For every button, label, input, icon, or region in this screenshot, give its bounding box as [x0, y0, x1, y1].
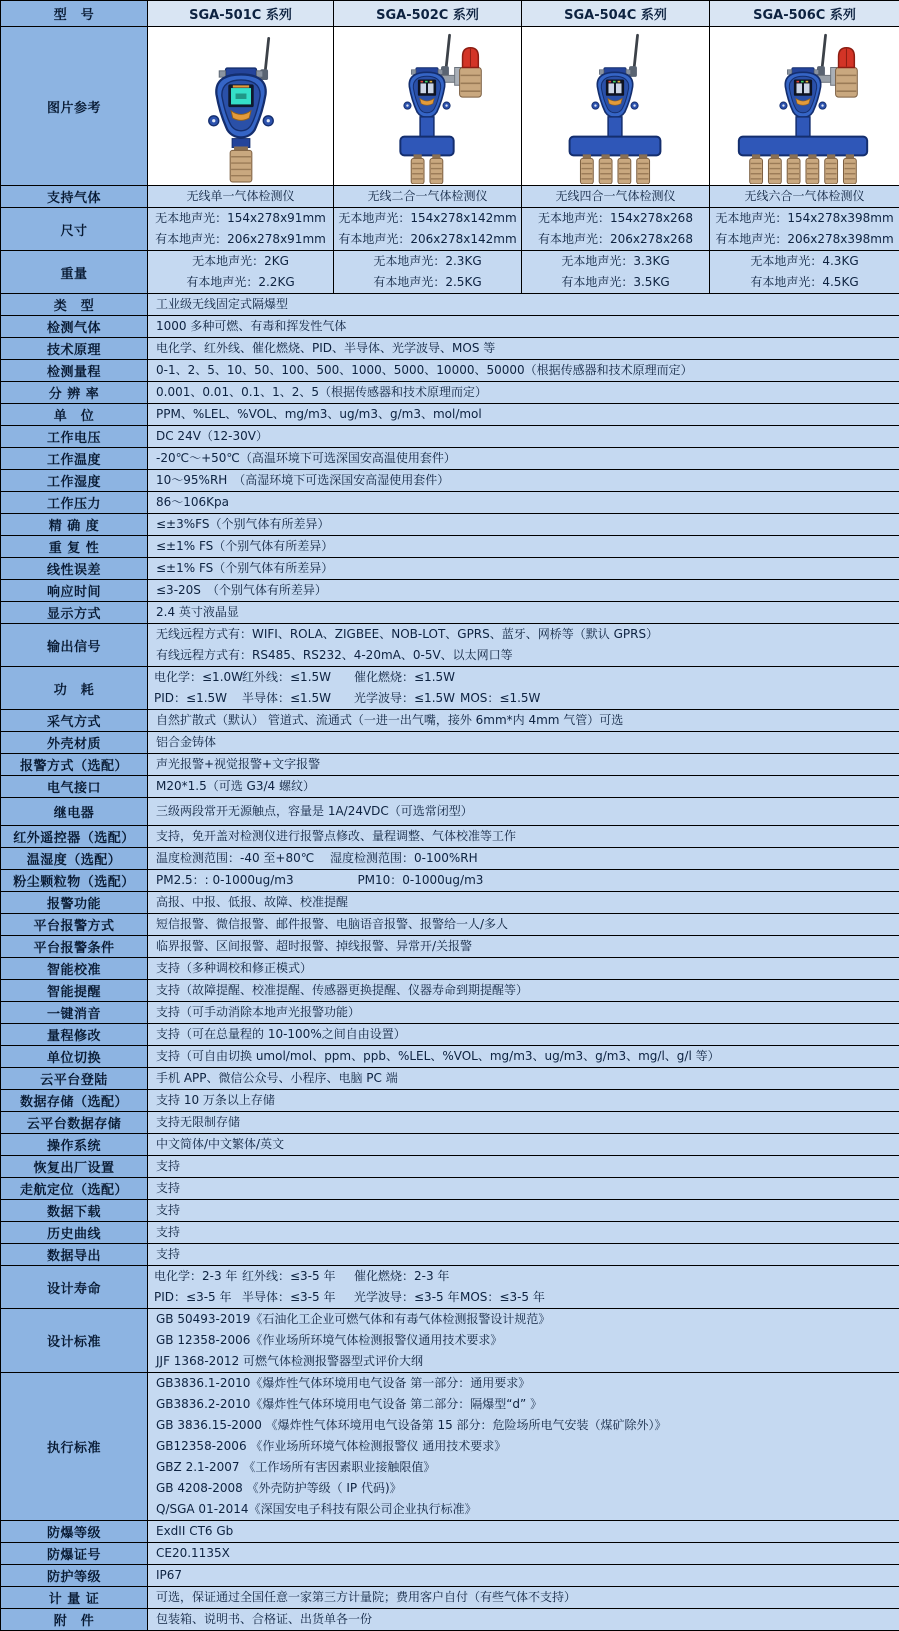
- header-row: [1, 1, 899, 27]
- spec-value-item: 电化学：2-3 年: [154, 1266, 242, 1287]
- gas-sensor-icon: [825, 154, 838, 184]
- spec-value-line: [154, 667, 895, 688]
- gas-sensor-icon: [843, 154, 856, 184]
- spec-row-label: 一键消音: [1, 1002, 148, 1024]
- spec-row: [1, 1200, 899, 1222]
- spec-value-item: [460, 667, 895, 688]
- spec-row-label: 线性误差: [1, 558, 148, 580]
- spec-cell-line: 有本地声光：2.2KG: [148, 272, 333, 293]
- spec-cell: [148, 208, 334, 251]
- spec-row-label: 防护等级: [1, 1565, 148, 1587]
- spec-row-label: 执行标准: [1, 1373, 148, 1521]
- spec-row: [1, 1068, 899, 1090]
- spec-value: 温度检测范围：-40 至+80℃ 湿度检测范围：0-100%RH: [148, 848, 899, 870]
- spec-row-label: 重量: [1, 251, 148, 294]
- spec-row: [1, 1024, 899, 1046]
- spec-row: [1, 892, 899, 914]
- spec-row-label: 走航定位（选配）: [1, 1178, 148, 1200]
- spec-value: 电化学、红外线、催化燃烧、PID、半导体、光学波导、MOS 等: [148, 338, 899, 360]
- spec-row-label: 类 型: [1, 294, 148, 316]
- spec-row: [1, 251, 899, 294]
- spec-value-item: 红外线：≤1.5W: [242, 667, 354, 688]
- gas-sensor-icon: [580, 154, 593, 184]
- spec-cell-line: 有本地声光：206x278x142mm: [334, 229, 521, 250]
- gas-sensor-icon: [599, 154, 612, 184]
- spec-value-line: GB 4208-2008 《外壳防护等级（ IP 代码)》: [156, 1478, 895, 1499]
- spec-row-label: 报警方式（选配）: [1, 754, 148, 776]
- spec-value-line: GB3836.2-2010《爆炸性气体环境用电气设备 第二部分：隔爆型“d” 》: [156, 1394, 895, 1415]
- spec-value-item: 电化学：≤1.0W: [154, 667, 242, 688]
- spec-row: [1, 1266, 899, 1309]
- spec-row-label: 数据下载: [1, 1200, 148, 1222]
- spec-cell-line: 无本地声光：4.3KG: [710, 251, 899, 272]
- spec-row: [1, 1046, 899, 1068]
- spec-value: 支持（可手动消除本地声光报警功能）: [148, 1002, 899, 1024]
- manifold: [739, 117, 867, 156]
- spec-cell: 无线二合一气体检测仪: [334, 186, 522, 208]
- spec-cell: [522, 251, 710, 294]
- spec-value-line: GB 12358-2006《作业场所环境气体检测报警仪通用技术要求》: [156, 1330, 895, 1351]
- spec-value: 支持（多种调校和修正模式）: [148, 958, 899, 980]
- spec-value: CE20.1135X: [148, 1543, 899, 1565]
- spec-value: 支持（可在总量程的 10-100%之间自由设置）: [148, 1024, 899, 1046]
- spec-row: [1, 1609, 899, 1631]
- spec-row: [1, 602, 899, 624]
- spec-row-label: 计 量 证: [1, 1587, 148, 1609]
- spec-row: [1, 1112, 899, 1134]
- spec-row: [1, 667, 899, 710]
- spec-value: 工业级无线固定式隔爆型: [148, 294, 899, 316]
- spec-value-line: 无线远程方式有：WIFI、ROLA、ZIGBEE、NOB-LOT、GPRS、蓝牙、网桥等（默认 GPRS）: [156, 624, 895, 645]
- manifold: [400, 117, 453, 156]
- detector-illustration: [710, 28, 896, 184]
- spec-row-label: 功 耗: [1, 667, 148, 710]
- spec-cell-line: 无本地声光：154x278x142mm: [334, 208, 521, 229]
- spec-value: 声光报警+视觉报警+文字报警: [148, 754, 899, 776]
- spec-value: 支持，免开盖对检测仪进行报警点修改、量程调整、气体校准等工作: [148, 826, 899, 848]
- spec-row: [1, 1309, 899, 1373]
- gas-sensor-icon: [768, 154, 781, 184]
- spec-cell: 无线四合一气体检测仪: [522, 186, 710, 208]
- spec-row-label: 数据导出: [1, 1244, 148, 1266]
- spec-value-item: PID：≤1.5W: [154, 688, 242, 709]
- spec-value: 三级两段常开无源触点，容量是 1A/24VDC（可选常闭型）: [148, 798, 899, 826]
- model-column-header: SGA-501C 系列: [148, 1, 334, 27]
- spec-row: [1, 710, 899, 732]
- spec-value-item: 催化燃烧：≤1.5W: [354, 667, 460, 688]
- spec-cell-line: 无本地声光：154x278x268: [522, 208, 709, 229]
- spec-row-label: 红外遥控器（选配）: [1, 826, 148, 848]
- spec-row: [1, 798, 899, 826]
- gas-sensor-icon: [430, 154, 443, 184]
- gas-sensor-icon: [411, 154, 424, 184]
- spec-value: 支持（可自由切换 umol/mol、ppm、ppb、%LEL、%VOL、mg/m3、ug/m3、g/m3、mg/l、g/l 等）: [148, 1046, 899, 1068]
- spec-row-label: 防爆等级: [1, 1521, 148, 1543]
- spec-row-label: 重 复 性: [1, 536, 148, 558]
- spec-row: [1, 426, 899, 448]
- spec-value-item: [460, 1266, 895, 1287]
- spec-row-label: 响应时间: [1, 580, 148, 602]
- spec-row: [1, 208, 899, 251]
- spec-row: [1, 1134, 899, 1156]
- spec-value-item: 半导体：≤1.5W: [242, 688, 354, 709]
- spec-value: 支持: [148, 1178, 899, 1200]
- spec-value: 包装箱、说明书、合格证、出货单各一份: [148, 1609, 899, 1631]
- spec-row-label: 尺寸: [1, 208, 148, 251]
- spec-value-line: [154, 1287, 895, 1308]
- spec-row: [1, 186, 899, 208]
- spec-value-line: GB 50493-2019《石油化工企业可燃气体和有毒气体检测报警设计规范》: [156, 1309, 895, 1330]
- spec-row-label: 显示方式: [1, 602, 148, 624]
- spec-row: [1, 1521, 899, 1543]
- spec-value: 高报、中报、低报、故障、校准提醒: [148, 892, 899, 914]
- spec-value-line: [154, 1266, 895, 1287]
- image-row-label: 图片参考: [1, 27, 148, 186]
- spec-row: [1, 514, 899, 536]
- spec-value: 86～106Kpa: [148, 492, 899, 514]
- spec-row-label: 工作压力: [1, 492, 148, 514]
- spec-value: 支持: [148, 1200, 899, 1222]
- spec-value: 中文简体/中文繁体/英文: [148, 1134, 899, 1156]
- spec-value-line: [154, 688, 895, 709]
- spec-row: [1, 382, 899, 404]
- spec-table-body: [1, 1, 899, 1631]
- detector-illustration: [522, 28, 708, 184]
- gas-sensor-icon: [787, 154, 800, 184]
- image-row: [1, 27, 899, 186]
- spec-row-label: 输出信号: [1, 624, 148, 667]
- model-column-header: SGA-502C 系列: [334, 1, 522, 27]
- detector-illustration: [334, 28, 520, 184]
- spec-row: [1, 1156, 899, 1178]
- spec-value-item: 光学波导：≤3-5 年: [354, 1287, 460, 1308]
- model-row-label: 型 号: [1, 1, 148, 27]
- spec-row: [1, 1373, 899, 1521]
- spec-cell: [710, 251, 899, 294]
- spec-row-label: 工作温度: [1, 448, 148, 470]
- spec-row-label: 采气方式: [1, 710, 148, 732]
- spec-row-label: 智能校准: [1, 958, 148, 980]
- spec-value: [148, 1373, 899, 1521]
- spec-cell-line: 无本地声光：2KG: [148, 251, 333, 272]
- spec-row: [1, 536, 899, 558]
- spec-cell-line: 有本地声光：206x278x398mm: [710, 229, 899, 250]
- spec-row: [1, 404, 899, 426]
- spec-cell-line: 有本地声光：4.5KG: [710, 272, 899, 293]
- spec-value: 0-1、2、5、10、50、100、500、1000、5000、10000、50000（根据传感器和技术原理而定）: [148, 360, 899, 382]
- spec-value: IP67: [148, 1565, 899, 1587]
- spec-cell-line: 无本地声光：154x278x91mm: [148, 208, 333, 229]
- spec-row: [1, 316, 899, 338]
- spec-row: [1, 338, 899, 360]
- spec-cell-line: 有本地声光：206x278x268: [522, 229, 709, 250]
- spec-value-line: 有线远程方式有：RS485、RS232、4-20mA、0-5V、以太网口等: [156, 645, 895, 666]
- spec-value-item: 半导体：≤3-5 年: [242, 1287, 354, 1308]
- spec-value: 支持（故障提醒、校准提醒、传感器更换提醒、仪器寿命到期提醒等）: [148, 980, 899, 1002]
- spec-row: [1, 580, 899, 602]
- spec-row-label: 单位切换: [1, 1046, 148, 1068]
- spec-value: ≤±1% FS（个别气体有所差异）: [148, 558, 899, 580]
- spec-cell: [148, 251, 334, 294]
- spec-row: [1, 870, 899, 892]
- spec-row: [1, 914, 899, 936]
- spec-value-line: GB 3836.15-2000 《爆炸性气体环境用电气设备第 15 部分：危险场所电气安装（煤矿除外）》: [156, 1415, 895, 1436]
- spec-row-label: 工作湿度: [1, 470, 148, 492]
- spec-row-label: 防爆证号: [1, 1543, 148, 1565]
- spec-cell-line: 无本地声光：154x278x398mm: [710, 208, 899, 229]
- spec-row-label: 支持气体: [1, 186, 148, 208]
- detector-illustration: [148, 28, 334, 184]
- spec-value: 支持: [148, 1156, 899, 1178]
- spec-value: 铝合金铸体: [148, 732, 899, 754]
- spec-cell-line: 无本地声光：2.3KG: [334, 251, 521, 272]
- spec-row: [1, 958, 899, 980]
- spec-cell-line: 有本地声光：206x278x91mm: [148, 229, 333, 250]
- spec-cell: [710, 208, 899, 251]
- spec-value: ≤±3%FS（个别气体有所差异）: [148, 514, 899, 536]
- spec-cell: [522, 208, 710, 251]
- spec-row-label: 单 位: [1, 404, 148, 426]
- spec-value: 0.001、0.01、0.1、1、2、5（根据传感器和技术原理而定）: [148, 382, 899, 404]
- gas-sensor-icon: [806, 154, 819, 184]
- spec-row-label: 检测量程: [1, 360, 148, 382]
- spec-cell: [334, 251, 522, 294]
- spec-value-item: PID：≤3-5 年: [154, 1287, 242, 1308]
- spec-value: [148, 667, 899, 710]
- spec-row: [1, 754, 899, 776]
- spec-value: 2.4 英寸液晶显: [148, 602, 899, 624]
- spec-row: [1, 1244, 899, 1266]
- spec-value: 自然扩散式（默认） 管道式、流通式（一进一出气嘴，接外 6mm*内 4mm 气管）可选: [148, 710, 899, 732]
- spec-value: PPM、%LEL、%VOL、mg/m3、ug/m3、g/m3、mol/mol: [148, 404, 899, 426]
- spec-row-label: 工作电压: [1, 426, 148, 448]
- sga-501c-detector-image: [148, 27, 334, 186]
- spec-row: [1, 848, 899, 870]
- spec-value-line: GB3836.1-2010《爆炸性气体环境用电气设备 第一部分：通用要求》: [156, 1373, 895, 1394]
- spec-row-label: 设计寿命: [1, 1266, 148, 1309]
- gas-sensor-icon: [637, 154, 650, 184]
- spec-row: [1, 624, 899, 667]
- spec-row-label: 附 件: [1, 1609, 148, 1631]
- spec-row: [1, 826, 899, 848]
- spec-row-label: 粉尘颗粒物（选配）: [1, 870, 148, 892]
- spec-value: 支持 10 万条以上存储: [148, 1090, 899, 1112]
- spec-value-item: 催化燃烧：2-3 年: [354, 1266, 460, 1287]
- spec-value: [148, 1266, 899, 1309]
- spec-row-label: 继电器: [1, 798, 148, 826]
- spec-value: ≤3-20S （个别气体有所差异）: [148, 580, 899, 602]
- sga-504c-detector-image: [522, 27, 710, 186]
- spec-value: PM2.5：: 0-1000ug/m3 PM10：0-1000ug/m3: [148, 870, 899, 892]
- spec-value: DC 24V（12-30V）: [148, 426, 899, 448]
- spec-row-label: 分 辨 率: [1, 382, 148, 404]
- spec-value: ≤±1% FS（个别气体有所差异）: [148, 536, 899, 558]
- spec-value: 手机 APP、微信公众号、小程序、电脑 PC 端: [148, 1068, 899, 1090]
- spec-row: [1, 470, 899, 492]
- spec-cell-line: 有本地声光：2.5KG: [334, 272, 521, 293]
- spec-value-item: MOS：≤3-5 年: [460, 1287, 895, 1308]
- spec-row: [1, 1090, 899, 1112]
- spec-row-label: 恢复出厂设置: [1, 1156, 148, 1178]
- spec-row-label: 历史曲线: [1, 1222, 148, 1244]
- spec-row: [1, 492, 899, 514]
- spec-value: ExdII CT6 Gb: [148, 1521, 899, 1543]
- spec-value-line: GBZ 2.1-2007 《工作场所有害因素职业接触限值》: [156, 1457, 895, 1478]
- spec-value-item: 红外线：≤3-5 年: [242, 1266, 354, 1287]
- spec-row-label: 电气接口: [1, 776, 148, 798]
- spec-value: 支持: [148, 1222, 899, 1244]
- spec-row-label: 平台报警条件: [1, 936, 148, 958]
- spec-value-item: MOS：≤1.5W: [460, 688, 895, 709]
- spec-row: [1, 1002, 899, 1024]
- spec-value-line: GB12358-2006 《作业场所环境气体检测报警仪 通用技术要求》: [156, 1436, 895, 1457]
- spec-row-label: 技术原理: [1, 338, 148, 360]
- spec-row: [1, 776, 899, 798]
- spec-row-label: 温湿度（选配）: [1, 848, 148, 870]
- spec-row-label: 数据存储（选配）: [1, 1090, 148, 1112]
- spec-row: [1, 1178, 899, 1200]
- spec-value: 临界报警、区间报警、超时报警、掉线报警、异常开/关报警: [148, 936, 899, 958]
- spec-row: [1, 732, 899, 754]
- spec-value: [148, 624, 899, 667]
- manifold: [570, 117, 661, 156]
- spec-row: [1, 360, 899, 382]
- spec-value: 支持无限制存储: [148, 1112, 899, 1134]
- spec-value-item: 光学波导：≤1.5W: [354, 688, 460, 709]
- spec-row-label: 量程修改: [1, 1024, 148, 1046]
- spec-row: [1, 1543, 899, 1565]
- model-column-header: SGA-506C 系列: [710, 1, 899, 27]
- spec-row-label: 云平台登陆: [1, 1068, 148, 1090]
- spec-row-label: 云平台数据存储: [1, 1112, 148, 1134]
- spec-row-label: 检测气体: [1, 316, 148, 338]
- spec-value: M20*1.5（可选 G3/4 螺纹）: [148, 776, 899, 798]
- model-column-header: SGA-504C 系列: [522, 1, 710, 27]
- spec-row-label: 精 确 度: [1, 514, 148, 536]
- spec-value: -20℃～+50℃（高温环境下可选深国安高温使用套件）: [148, 448, 899, 470]
- spec-value: 可选，保证通过全国任意一家第三方计量院；费用客户自付（有些气体不支持）: [148, 1587, 899, 1609]
- sga-502c-detector-image: [334, 27, 522, 186]
- spec-value-line: JJF 1368-2012 可燃气体检测报警器型式评价大纲: [156, 1351, 895, 1372]
- spec-row: [1, 980, 899, 1002]
- spec-row: [1, 1222, 899, 1244]
- sga-506c-detector-image: [710, 27, 899, 186]
- spec-row-label: 外壳材质: [1, 732, 148, 754]
- gas-sensor-icon: [618, 154, 631, 184]
- spec-row: [1, 936, 899, 958]
- spec-value: [148, 1309, 899, 1373]
- spec-cell: [334, 208, 522, 251]
- spec-row-label: 操作系统: [1, 1134, 148, 1156]
- spec-row-label: 设计标准: [1, 1309, 148, 1373]
- spec-cell: 无线六合一气体检测仪: [710, 186, 899, 208]
- spec-row-label: 智能提醒: [1, 980, 148, 1002]
- gas-sensor-icon: [230, 146, 252, 182]
- spec-row: [1, 1565, 899, 1587]
- spec-row: [1, 448, 899, 470]
- spec-value: 短信报警、微信报警、邮件报警、电脑语音报警、报警给一人/多人: [148, 914, 899, 936]
- spec-value-line: Q/SGA 01-2014《深国安电子科技有限公司企业执行标准》: [156, 1499, 895, 1520]
- spec-row-label: 平台报警方式: [1, 914, 148, 936]
- spec-value: 1000 多种可燃、有毒和挥发性气体: [148, 316, 899, 338]
- gas-sensor-icon: [750, 154, 763, 184]
- spec-row: [1, 558, 899, 580]
- spec-cell-line: 无本地声光：3.3KG: [522, 251, 709, 272]
- spec-cell-line: 有本地声光：3.5KG: [522, 272, 709, 293]
- spec-value: 10～95%RH （高湿环境下可选深国安高湿使用套件）: [148, 470, 899, 492]
- spec-row: [1, 1587, 899, 1609]
- spec-row-label: 报警功能: [1, 892, 148, 914]
- spec-row: [1, 294, 899, 316]
- spec-value: 支持: [148, 1244, 899, 1266]
- spec-cell: 无线单一气体检测仪: [148, 186, 334, 208]
